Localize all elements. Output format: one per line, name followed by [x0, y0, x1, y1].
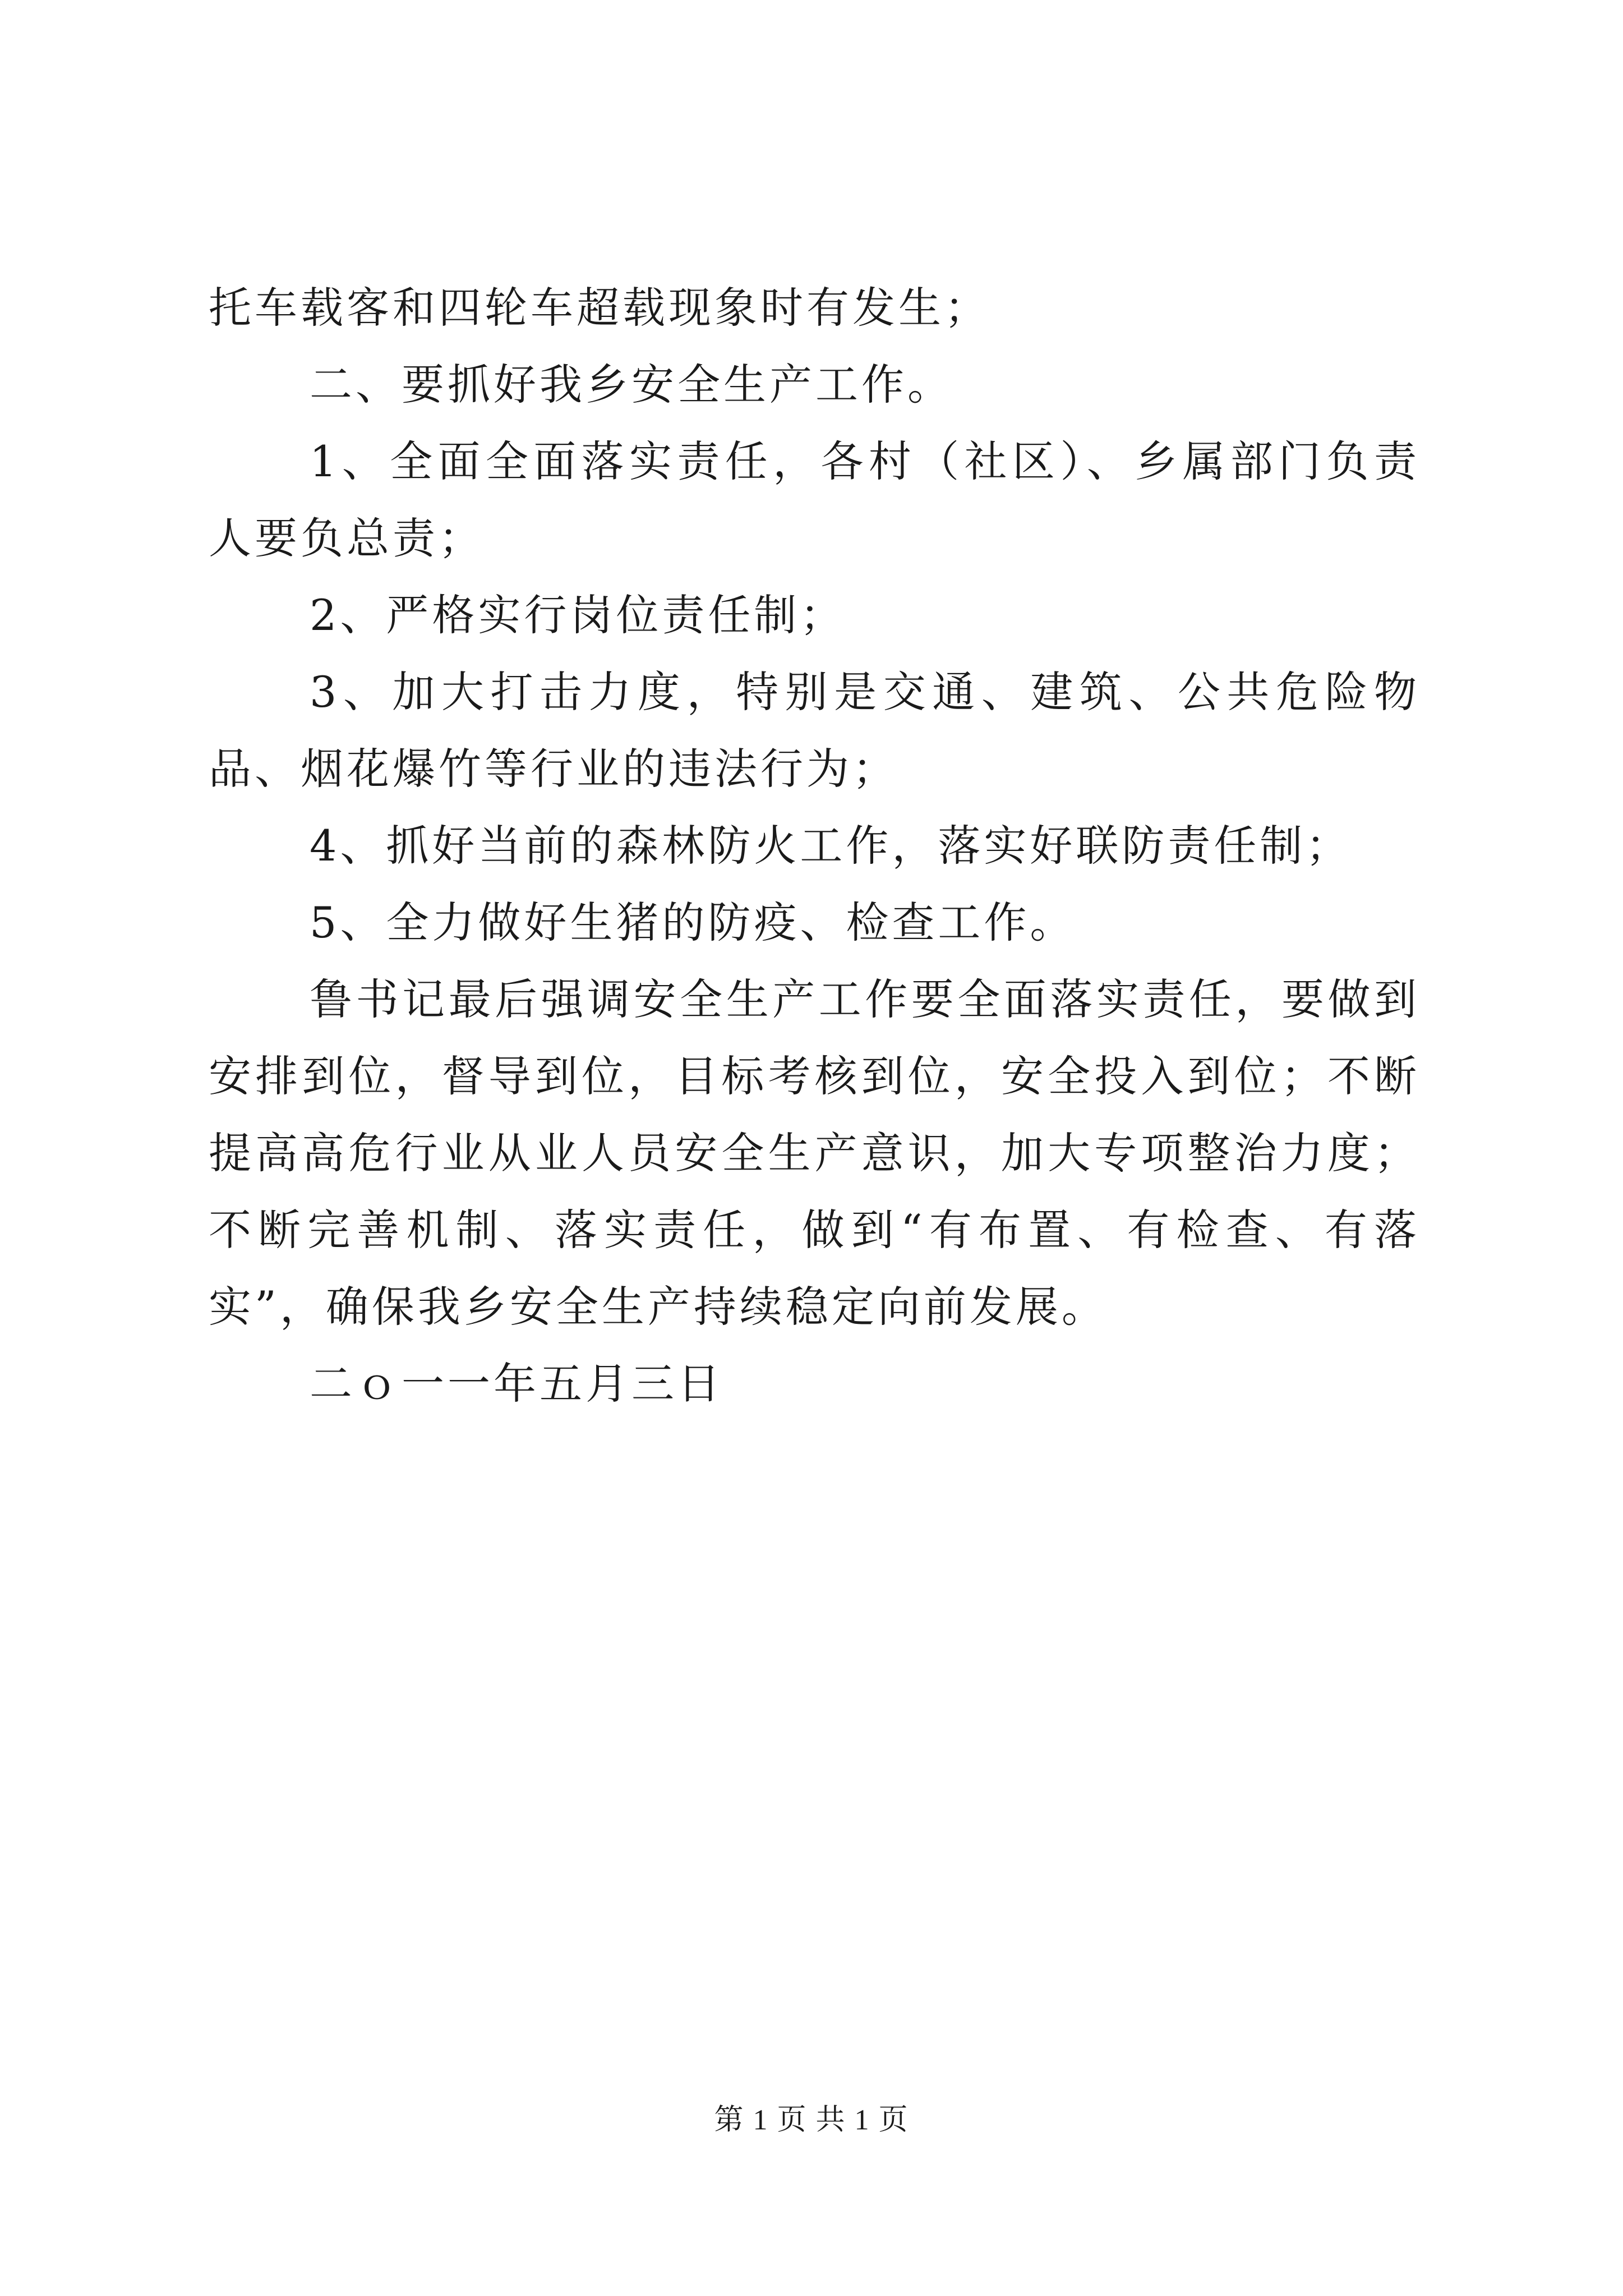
paragraph-item-3: 3、加大打击力度，特别是交通、建筑、公共危险物品、烟花爆竹等行业的违法行为；	[209, 667, 1420, 794]
paragraph-item-4: 4、抓好当前的森林防火工作，落实好联防责任制；	[310, 821, 1352, 871]
page-footer	[0, 2101, 1623, 2140]
paragraph-continuation: 托车载客和四轮车超载现象时有发生；	[209, 283, 990, 333]
paragraph-section-heading: 二、要抓好我乡安全生产工作。	[310, 360, 953, 409]
paragraph-item-1: 1、全面全面落实责任，各村（社区）、乡属部门负责人要负总责；	[209, 436, 1420, 563]
paragraph-closing-remarks: 鲁书记最后强调安全生产工作要全面落实责任，要做到安排到位，督导到位，目标考核到位，安全投入到位；不断提高高危行业从业人员安全生产意识，加大专项整治力度；不断完善机制、落实责任，做到“有布置、有检查、有落实”，确保我乡安全生产持续稳定向前发展。	[209, 974, 1420, 1332]
paragraph-item-2: 2、严格实行岗位责任制；	[310, 590, 846, 640]
document-body	[209, 269, 1420, 1422]
page-number-label: 第 1 页 共 1 页	[714, 2104, 909, 2136]
paragraph-date: 二ｏ一一年五月三日	[310, 1359, 723, 1409]
paragraph-item-5: 5、全力做好生猪的防疫、检查工作。	[310, 898, 1076, 947]
